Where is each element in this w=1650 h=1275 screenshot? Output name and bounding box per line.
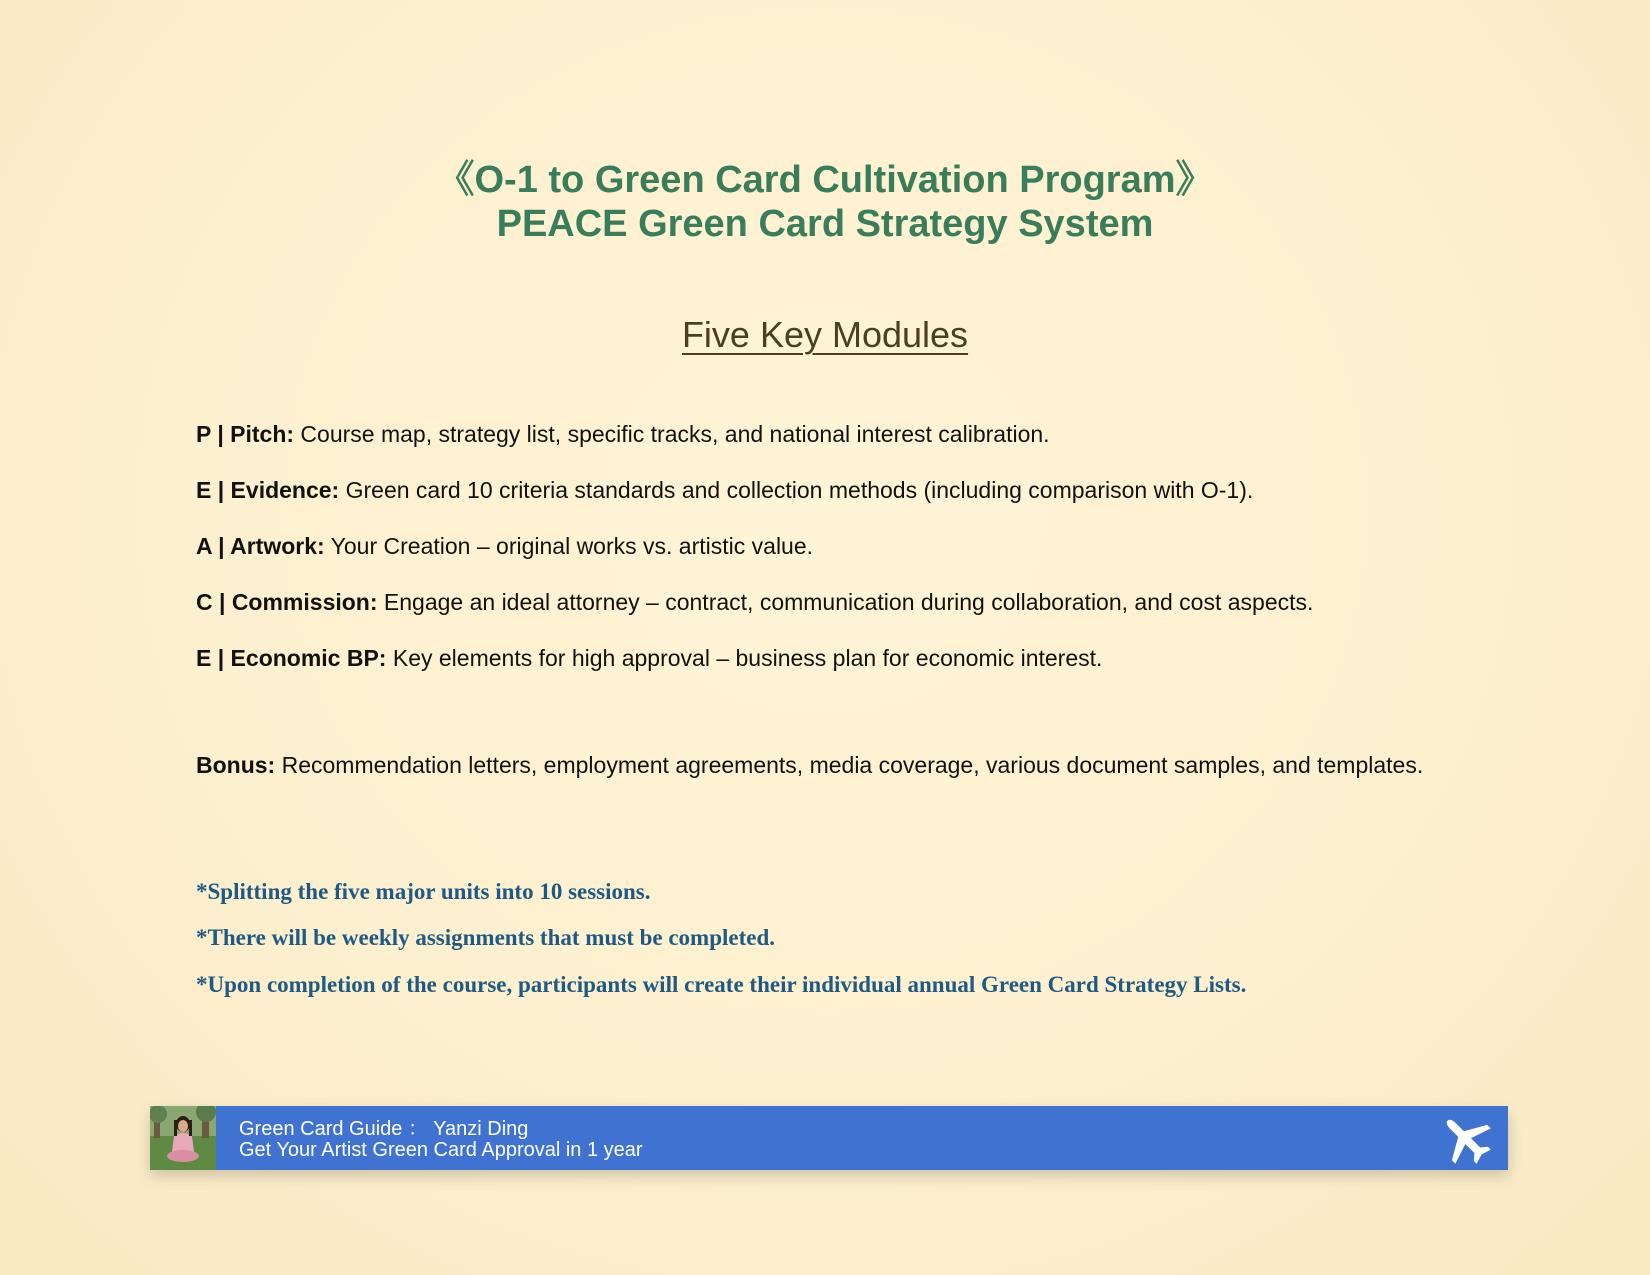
module-description: Course map, strategy list, specific tracks, and national interest calibration. [294, 421, 1050, 447]
note-assignments: *There will be weekly assignments that must be completed. [196, 925, 776, 950]
bonus-description: Recommendation letters, employment agreements, media coverage, various document samples, and templates. [275, 752, 1424, 778]
module-label: E | Evidence: [196, 477, 340, 503]
airplane-icon [1436, 1110, 1496, 1168]
note-strategy-lists: *Upon completion of the course, participants will create their individual annual Green Card Strategy Lists. [196, 972, 1247, 997]
footer-guide-name: Green Card Guide ： Yanzi Ding [239, 1118, 529, 1140]
module-description: Engage an ideal attorney – contract, communication during collaboration, and cost aspects. [377, 589, 1314, 615]
section-heading-text: Five Key Modules [681, 314, 969, 355]
module-artwork [196, 533, 1616, 560]
avatar [150, 1106, 216, 1170]
program-title: 《O-1 to Green Card Cultivation Program》 [436, 159, 1214, 201]
module-description: Your Creation – original works vs. artistic value. [324, 533, 814, 559]
module-description: Key elements for high approval – business plan for economic interest. [386, 645, 1103, 671]
module-evidence [196, 477, 1616, 504]
module-label: E | Economic BP: [196, 645, 387, 671]
module-economic-bp [196, 645, 1616, 672]
module-label: A | Artwork: [196, 533, 325, 559]
system-title: PEACE Green Card Strategy System [496, 203, 1154, 245]
section-heading [0, 314, 1650, 356]
module-description: Green card 10 criteria standards and collection methods (including comparison with O-1). [339, 477, 1254, 503]
avatar-photo [150, 1106, 216, 1170]
module-commission [196, 589, 1616, 616]
footer-banner [150, 1106, 1508, 1170]
note-sessions: *Splitting the five major units into 10 sessions. [196, 879, 651, 904]
module-pitch [196, 421, 1616, 448]
footer-tagline: Get Your Artist Green Card Approval in 1 year [239, 1139, 643, 1161]
module-label: P | Pitch: [196, 421, 295, 447]
bonus-label: Bonus: [196, 752, 276, 778]
bonus-line [196, 752, 1616, 779]
module-label: C | Commission: [196, 589, 378, 615]
